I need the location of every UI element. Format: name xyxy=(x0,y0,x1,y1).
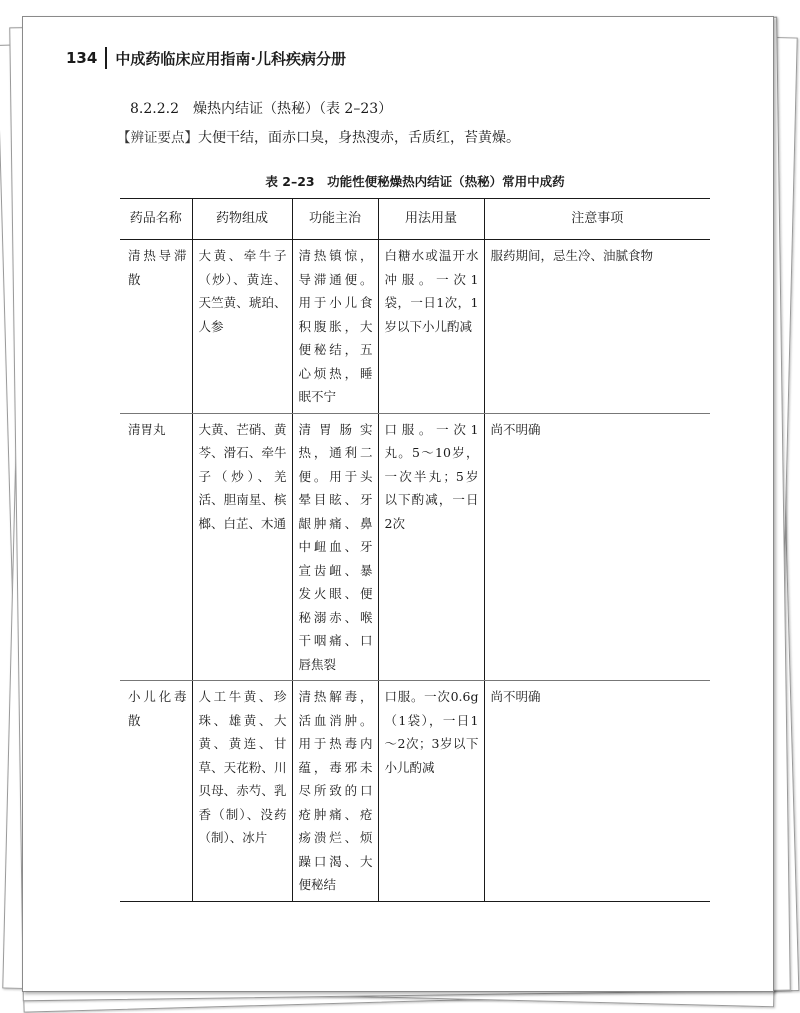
usage-cell: 白糖水或温开水冲服。一次1袋，一日1次，1岁以下小儿酌减 xyxy=(378,240,484,414)
drug-name-cell: 清热导滞散 xyxy=(120,240,192,414)
key-points-text: 大便干结，面赤口臭，身热溲赤，舌质红，苔黄燥。 xyxy=(198,130,520,146)
composition-cell: 大黄、牵牛子（炒）、黄连、天竺黄、琥珀、人参 xyxy=(192,240,292,414)
usage-cell: 口服。一次1丸。5～10岁，一次半丸；5岁以下酌减，一日2次 xyxy=(378,413,484,681)
running-header xyxy=(66,46,346,70)
drug-name-cell: 小儿化毒散 xyxy=(120,681,192,902)
indications-cell: 清胃肠实热，通利二便。用于头晕目眩、牙龈肿痛、鼻中衄血、牙宣齿衄、暴发火眼、便秘溺赤、喉干咽痛、口唇焦裂 xyxy=(292,413,378,681)
usage-cell: 口服。一次0.6g（1袋），一日1～2次；3岁以下小儿酌减 xyxy=(378,681,484,902)
book-title: 中成药临床应用指南·儿科疾病分册 xyxy=(115,49,347,68)
key-points-label: 【辨证要点】 xyxy=(117,130,198,146)
column-header: 药品名称 xyxy=(120,199,192,240)
column-header: 功能主治 xyxy=(292,199,378,240)
indications-cell: 清热镇惊，导滞通便。用于小儿食积腹胀，大便秘结，五心烦热，睡眠不宁 xyxy=(292,240,378,414)
column-header: 用法用量 xyxy=(378,199,484,240)
section-heading: 8.2.2.2 燥热内结证（热秘）（表 2–23） xyxy=(130,101,393,117)
table-row xyxy=(120,413,710,681)
table-row xyxy=(120,681,710,902)
table-header-row xyxy=(120,199,710,240)
table-caption: 表 2–23 功能性便秘燥热内结证（热秘）常用中成药 xyxy=(265,174,565,189)
composition-cell: 大黄、芒硝、黄芩、滑石、牵牛子（炒）、羌活、胆南星、槟榔、白芷、木通 xyxy=(192,413,292,681)
table-row xyxy=(120,240,710,414)
notes-cell: 尚不明确 xyxy=(484,413,710,681)
page-number: 134 xyxy=(66,49,98,67)
notes-cell: 服药期间，忌生冷、油腻食物 xyxy=(484,240,710,414)
indications-cell: 清热解毒，活血消肿。用于热毒内蕴，毒邪未尽所致的口疮肿痛、疮疡溃烂、烦躁口渴、大便秘结 xyxy=(292,681,378,902)
drug-name-cell: 清胃丸 xyxy=(120,413,192,681)
medicine-table xyxy=(120,198,710,902)
notes-cell: 尚不明确 xyxy=(484,681,710,902)
column-header: 注意事项 xyxy=(484,199,710,240)
header-divider xyxy=(105,47,107,69)
column-header: 药物组成 xyxy=(192,199,292,240)
composition-cell: 人工牛黄、珍珠、雄黄、大黄、黄连、甘草、天花粉、川贝母、赤芍、乳香（制）、没药（制）、冰片 xyxy=(192,681,292,902)
key-points xyxy=(117,126,520,147)
